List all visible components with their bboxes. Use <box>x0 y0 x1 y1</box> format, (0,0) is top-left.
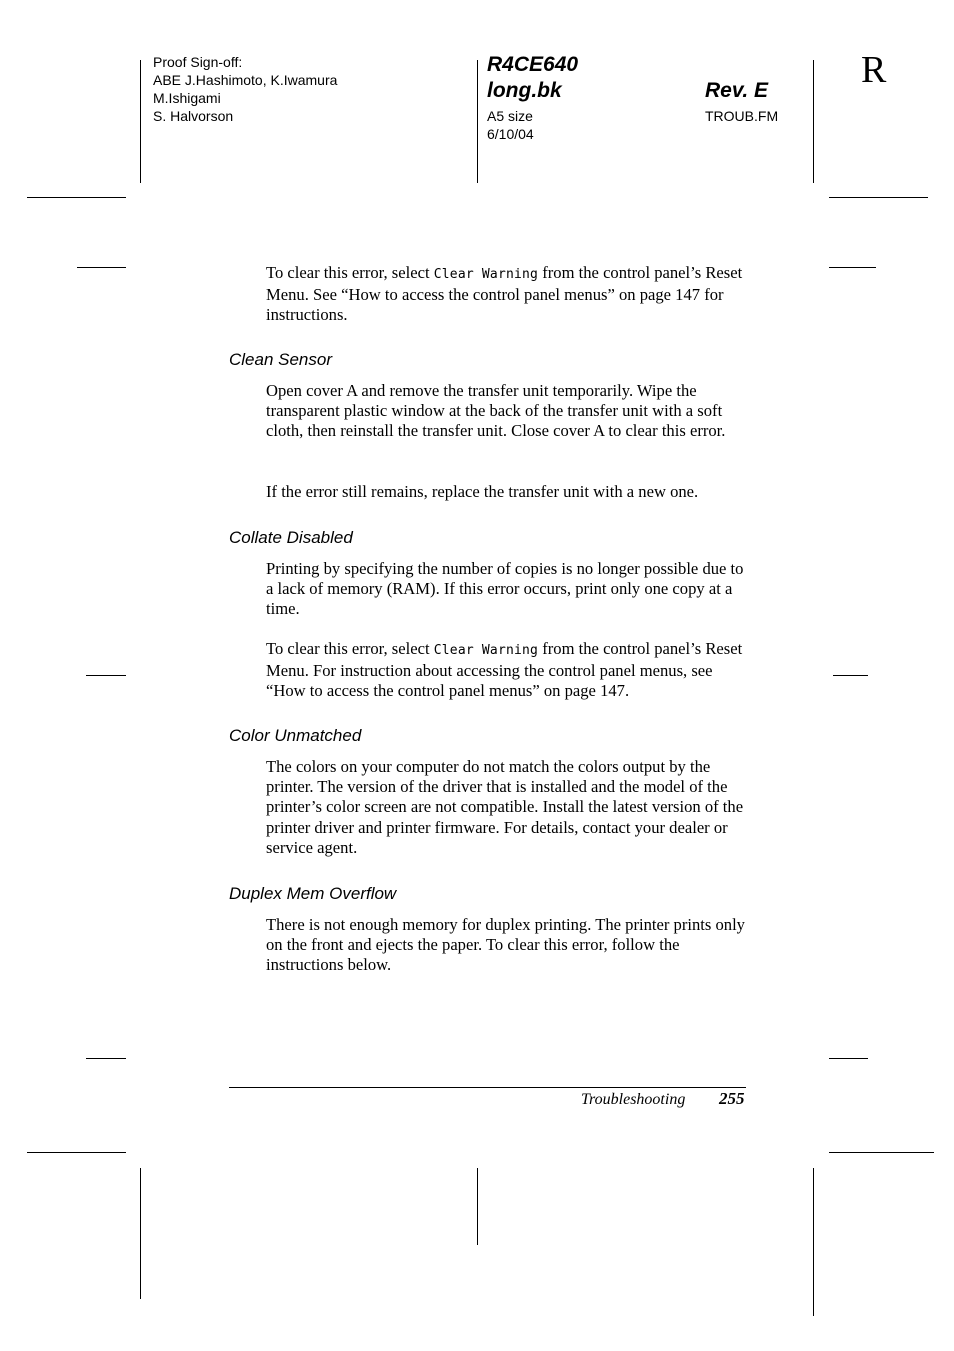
document-id-block <box>487 52 578 143</box>
clear-text-before: To clear this error, select <box>266 639 434 658</box>
intro-paragraph <box>266 263 750 326</box>
vertical-rule <box>477 1168 478 1245</box>
vertical-rule <box>140 60 141 183</box>
vertical-rule <box>140 1168 141 1299</box>
page-number: 255 <box>719 1089 745 1108</box>
menu-option-code: Clear Warning <box>433 643 539 658</box>
crop-mark <box>833 675 868 676</box>
footer-section-name: Troubleshooting <box>581 1091 686 1108</box>
crop-mark <box>27 197 126 198</box>
vertical-rule <box>813 1168 814 1316</box>
crop-mark <box>86 1058 126 1059</box>
crop-mark <box>77 267 126 268</box>
proof-signoff-line: M.Ishigami <box>153 90 221 106</box>
section-heading: Duplex Mem Overflow <box>229 884 397 903</box>
crop-mark <box>27 1152 126 1153</box>
page-size: A5 size <box>487 108 533 124</box>
document-date: 6/10/04 <box>487 126 534 142</box>
crop-mark <box>829 197 928 198</box>
vertical-rule <box>477 60 478 183</box>
proof-signoff-block <box>153 53 337 125</box>
footer-rule <box>229 1087 746 1088</box>
proof-signoff-line: ABE J.Hashimoto, K.Iwamura <box>153 72 338 88</box>
revision-block <box>705 78 778 125</box>
crop-mark <box>86 675 126 676</box>
intro-text-before: To clear this error, select <box>266 263 434 282</box>
clear-text-after: from the control panel’s Reset Menu. For instruction about accessing the control panel menus, see “How to access the control panel menus” on page 147. <box>266 639 743 701</box>
section-heading: Color Unmatched <box>229 726 362 745</box>
proof-signoff-line: S. Halvorson <box>153 108 234 124</box>
section-paragraph: The colors on your computer do not match the colors output by the printer. The version of the driver that is installed and the model of the printer’s color screen are not compatible. Install the latest version of the printer driver and printer firmware. For details, contact your dealer or service agent. <box>266 757 744 857</box>
clear-warning-paragraph <box>266 639 750 702</box>
menu-option-code: Clear Warning <box>433 267 539 282</box>
intro-text-after: from the control panel’s Reset Menu. See “How to access the control panel menus” on page 147 for instructions. <box>266 263 743 325</box>
section-paragraph: Printing by specifying the number of copies is no longer possible due to a lack of memory (RAM). If this error occurs, print only one copy at a time. <box>266 559 744 619</box>
crop-mark <box>829 1058 868 1059</box>
section-heading: Clean Sensor <box>229 350 333 369</box>
crop-mark <box>829 267 876 268</box>
revision: Rev. E <box>705 79 769 102</box>
vertical-rule <box>813 60 814 183</box>
section-heading: Collate Disabled <box>229 528 353 547</box>
crop-mark <box>829 1152 934 1153</box>
file-name: TROUB.FM <box>705 108 779 124</box>
document-code: R4CE640 <box>487 53 579 76</box>
section-paragraph: There is not enough memory for duplex printing. The printer prints only on the front and ejects the paper. To clear this error, follow the instructions below. <box>266 915 745 975</box>
section-paragraph: Open cover A and remove the transfer unit temporarily. Wipe the transparent plastic window at the back of the transfer unit with a soft cloth, then reinstall the transfer unit. Close cover A to clear this error. <box>266 381 726 441</box>
proof-signoff-title: Proof Sign-off: <box>153 54 243 70</box>
book-name: long.bk <box>487 79 562 102</box>
corner-mark: R <box>861 49 887 91</box>
section-paragraph: If the error still remains, replace the transfer unit with a new one. <box>266 482 699 501</box>
